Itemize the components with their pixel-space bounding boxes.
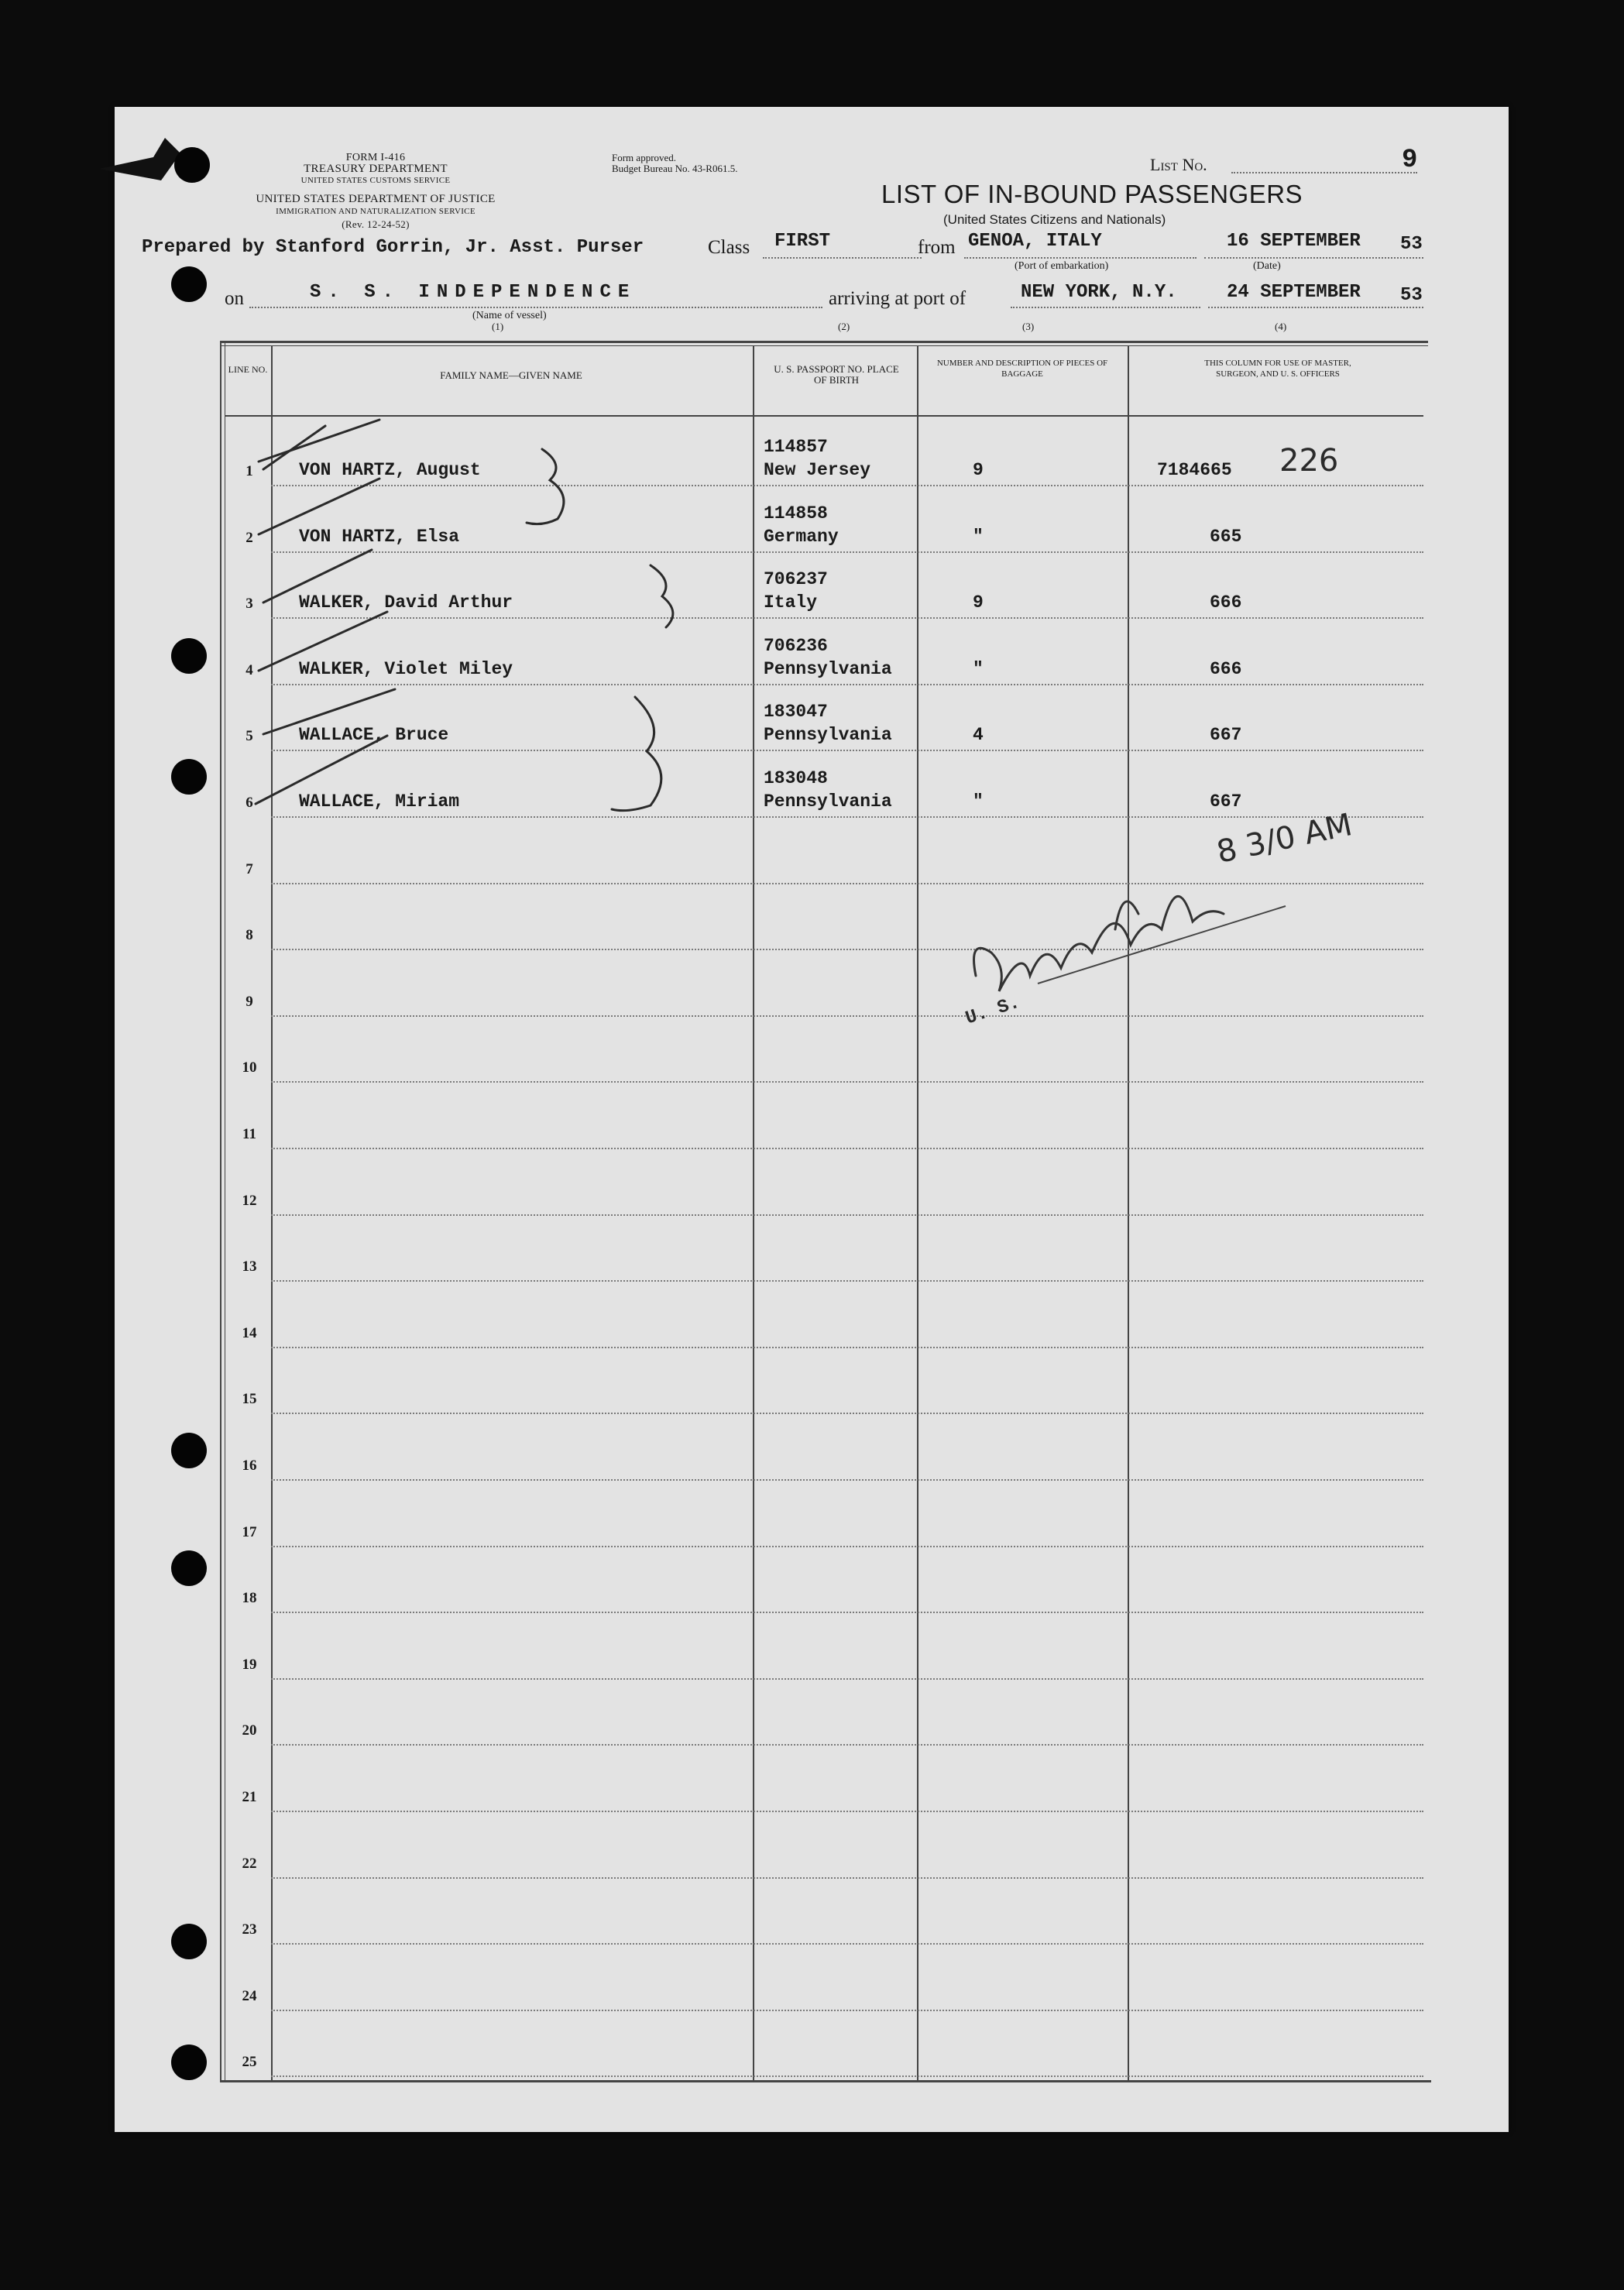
- row-divider: [271, 1678, 1423, 1680]
- line-number: 13: [242, 1258, 257, 1275]
- line-number: 25: [242, 2054, 257, 2070]
- place-of-birth: Pennsylvania: [764, 791, 892, 812]
- row-divider: [271, 1214, 1423, 1216]
- line-number: 10: [242, 1059, 257, 1076]
- passport-number: 706237: [764, 569, 828, 589]
- passport-number: 706236: [764, 636, 828, 656]
- place-of-birth: Pennsylvania: [764, 659, 892, 679]
- arrival-year: 53: [1400, 285, 1423, 306]
- line-number: 20: [242, 1722, 257, 1739]
- class-label: Class: [708, 237, 750, 258]
- place-of-birth: Pennsylvania: [764, 725, 892, 745]
- official-number: 666: [1210, 592, 1242, 613]
- col-line-no: LINE NO.: [228, 364, 268, 375]
- passport-number: 114858: [764, 503, 828, 524]
- col-official: THIS COLUMN FOR USE OF MASTER, SURGEON, AND U. S. OFFICERS: [1204, 359, 1351, 379]
- row-divider: [271, 1612, 1423, 1613]
- binder-hole: [171, 638, 207, 674]
- form-approved: Form approved.: [612, 152, 677, 163]
- table-left-border: [220, 341, 221, 2082]
- binder-hole: [171, 266, 207, 302]
- binder-hole: [171, 1924, 207, 1959]
- passport-number: 183047: [764, 702, 828, 722]
- line-number: 1: [245, 463, 253, 479]
- place-of-birth: Germany: [764, 527, 839, 547]
- document-title: LIST OF IN-BOUND PASSENGERS: [881, 180, 1303, 208]
- binder-hole: [171, 1433, 207, 1468]
- row-divider: [271, 2010, 1423, 2011]
- arrival-date: 24 SEPTEMBER: [1227, 282, 1361, 303]
- from-label: from: [918, 237, 956, 258]
- baggage-count: ": [973, 659, 984, 679]
- baggage-count: ": [973, 791, 984, 812]
- row-divider: [271, 1280, 1423, 1282]
- line-number: 6: [245, 795, 253, 811]
- baggage-count: 4: [973, 725, 984, 745]
- passenger-name: VON HARTZ, Elsa: [299, 527, 460, 547]
- customs-service: UNITED STATES CUSTOMS SERVICE: [300, 176, 451, 185]
- passport-number: 114857: [764, 437, 828, 457]
- arrival-port: NEW YORK, N.Y.: [1021, 282, 1177, 303]
- vessel-name: S. S. INDEPENDENCE: [310, 282, 637, 303]
- col-num-1: (1): [492, 321, 504, 332]
- passenger-name: VON HARTZ, August: [299, 460, 481, 480]
- line-number: 7: [245, 861, 253, 877]
- check-marks: [232, 410, 697, 860]
- official-number: 666: [1210, 659, 1242, 679]
- line-number: 22: [242, 1856, 257, 1872]
- binder-hole: [171, 2045, 207, 2080]
- time-note: 8 3/0 AM: [1214, 807, 1355, 870]
- official-number: 667: [1210, 791, 1242, 812]
- prepared-by: Prepared by Stanford Gorrin, Jr. Asst. Purser: [142, 237, 644, 258]
- table-bottom-border: [220, 2080, 1431, 2082]
- row-divider: [271, 1877, 1423, 1879]
- line-number: 2: [245, 530, 253, 546]
- place-of-birth: Italy: [764, 592, 818, 613]
- baggage-count: 9: [973, 592, 984, 613]
- row-divider: [271, 1811, 1423, 1812]
- row-divider: [271, 1943, 1423, 1945]
- list-no-label: List No.: [1150, 155, 1207, 174]
- col-baggage: NUMBER AND DESCRIPTION OF PIECES OF BAGGAGE: [936, 359, 1108, 379]
- line-number: 21: [242, 1789, 257, 1805]
- passenger-name: WALKER, Violet Miley: [299, 659, 513, 679]
- row-divider: [271, 1744, 1423, 1746]
- line-number: 8: [245, 927, 253, 943]
- immigration-service: IMMIGRATION AND NATURALIZATION SERVICE: [276, 207, 476, 216]
- line-number: 19: [242, 1657, 257, 1673]
- line-number: 11: [242, 1126, 256, 1142]
- line-number: 18: [242, 1590, 257, 1606]
- line-number: 4: [245, 662, 253, 678]
- class-value: FIRST: [774, 231, 831, 252]
- form-number: FORM I-416: [345, 152, 406, 163]
- baggage-count: 9: [973, 460, 984, 480]
- list-number: 9: [1402, 146, 1418, 175]
- departure-date: 16 SEPTEMBER: [1227, 231, 1361, 252]
- place-of-birth: New Jersey: [764, 460, 871, 480]
- passport-number: 183048: [764, 768, 828, 788]
- line-number: 3: [245, 596, 253, 612]
- col-num-3: (3): [1022, 321, 1035, 332]
- baggage-count: ": [973, 527, 984, 547]
- line-number: 15: [242, 1391, 257, 1407]
- official-number: 665: [1210, 527, 1242, 547]
- passenger-name: WALKER, David Arthur: [299, 592, 513, 613]
- document-subtitle: (United States Citizens and Nationals): [943, 212, 1166, 227]
- row-divider: [271, 2075, 1423, 2077]
- col-name: FAMILY NAME—GIVEN NAME: [440, 369, 582, 381]
- on-label: on: [225, 288, 244, 309]
- treasury-dept: TREASURY DEPARTMENT: [304, 163, 448, 175]
- line-number: 17: [242, 1524, 257, 1540]
- arriving-label: arriving at port of: [829, 288, 967, 309]
- row-divider: [271, 1148, 1423, 1149]
- official-number: 667: [1210, 725, 1242, 745]
- row-divider: [271, 1347, 1423, 1348]
- line-number: 9: [245, 994, 253, 1010]
- line-number: 5: [245, 728, 253, 744]
- embark-port: GENOA, ITALY: [968, 231, 1102, 252]
- table-top-border: [220, 341, 1428, 343]
- col-num-2: (2): [838, 321, 850, 332]
- row-divider: [271, 1081, 1423, 1083]
- line-number: 14: [242, 1325, 257, 1341]
- justice-dept: UNITED STATES DEPARTMENT OF JUSTICE: [256, 193, 496, 205]
- inspector-signature: [960, 821, 1394, 1038]
- official-number: 7184665: [1157, 460, 1232, 480]
- passenger-name: WALLACE, Bruce: [299, 725, 449, 745]
- row-divider: [271, 1546, 1423, 1547]
- row-divider: [271, 1479, 1423, 1481]
- col-passport: U. S. PASSPORT NO. PLACE OF BIRTH: [774, 363, 899, 386]
- binder-hole: [171, 1550, 207, 1586]
- row-divider: [271, 1413, 1423, 1414]
- line-number: 24: [242, 1988, 257, 2004]
- embark-caption: (Port of embarkation): [1015, 260, 1109, 272]
- passenger-name: WALLACE, Miriam: [299, 791, 460, 812]
- inspection-stamp: U. S.: [963, 992, 1023, 1030]
- line-number: 16: [242, 1457, 257, 1474]
- handwritten-226: 226: [1279, 443, 1339, 479]
- binder-hole: [171, 759, 207, 795]
- line-number: 23: [242, 1921, 257, 1938]
- vessel-caption: (Name of vessel): [472, 310, 547, 321]
- revision-date: (Rev. 12-24-52): [342, 218, 410, 230]
- col-num-4: (4): [1275, 321, 1287, 332]
- budget-bureau: Budget Bureau No. 43-R061.5.: [612, 163, 738, 174]
- line-number: 12: [242, 1193, 257, 1209]
- departure-year: 53: [1400, 234, 1423, 255]
- date-caption: (Date): [1253, 260, 1281, 272]
- binder-hole: [174, 147, 210, 183]
